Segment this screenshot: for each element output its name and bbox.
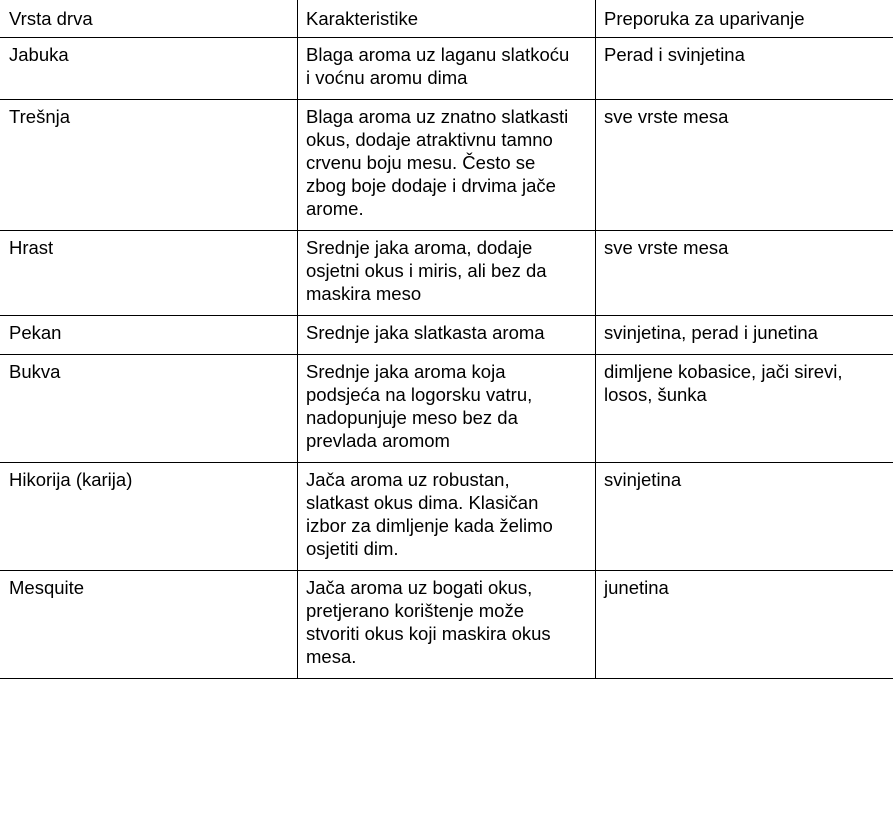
cell-pairing: sve vrste mesa [596,100,893,231]
cell-wood-type: Mesquite [1,571,298,679]
cell-characteristics: Blaga aroma uz znatno slatkasti okus, dodaje atraktivnu tamno crvenu boju mesu. Često se zbog boje dodaje i drvima jače arome. [298,100,596,231]
cell-wood-type: Jabuka [1,38,298,100]
cell-wood-type: Hrast [1,231,298,316]
table-row [1,463,893,571]
header-characteristics: Karakteristike [298,1,596,38]
header-wood-type: Vrsta drva [1,1,298,38]
cell-pairing: Perad i svinjetina [596,38,893,100]
table-row [1,571,893,679]
cell-characteristics: Srednje jaka slatkasta aroma [298,316,596,355]
header-pairing: Preporuka za uparivanje [596,1,893,38]
table-row [1,231,893,316]
cell-pairing: svinjetina [596,463,893,571]
cell-wood-type: Pekan [1,316,298,355]
cell-pairing: sve vrste mesa [596,231,893,316]
table-row [1,100,893,231]
table-row [1,316,893,355]
cell-characteristics: Blaga aroma uz laganu slatkoću i voćnu aromu dima [298,38,596,100]
cell-pairing: svinjetina, perad i junetina [596,316,893,355]
header-row [1,1,893,38]
cell-characteristics: Jača aroma uz robustan, slatkast okus dima. Klasičan izbor za dimljenje kada želimo osjetiti dim. [298,463,596,571]
cell-characteristics: Jača aroma uz bogati okus, pretjerano korištenje može stvoriti okus koji maskira okus mesa. [298,571,596,679]
cell-wood-type: Hikorija (karija) [1,463,298,571]
cell-pairing: junetina [596,571,893,679]
cell-wood-type: Bukva [1,355,298,463]
cell-wood-type: Trešnja [1,100,298,231]
cell-characteristics: Srednje jaka aroma koja podsjeća na logorsku vatru, nadopunjuje meso bez da prevlada aromom [298,355,596,463]
table-row [1,355,893,463]
table-row [1,38,893,100]
cell-characteristics: Srednje jaka aroma, dodaje osjetni okus i miris, ali bez da maskira meso [298,231,596,316]
cell-pairing: dimljene kobasice, jači sirevi, losos, šunka [596,355,893,463]
